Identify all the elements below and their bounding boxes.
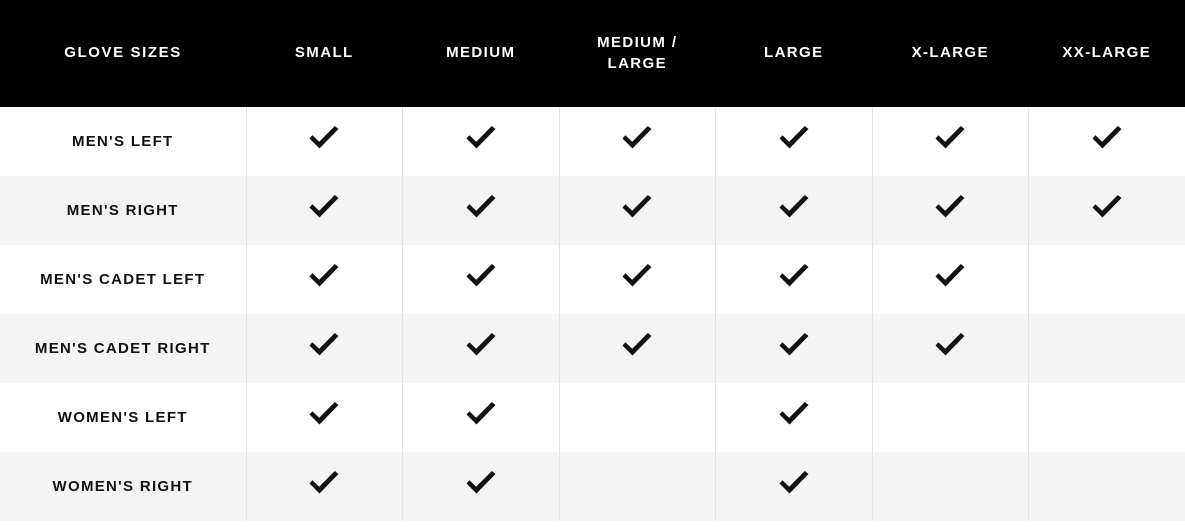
empty-marker — [873, 486, 1029, 487]
row-label: WOMEN'S RIGHT — [0, 452, 246, 521]
check-icon — [777, 333, 811, 359]
check-icon — [777, 402, 811, 428]
table-row — [0, 452, 1185, 521]
table-row — [0, 383, 1185, 452]
check-icon — [933, 333, 967, 359]
check-icon — [777, 195, 811, 221]
availability-cell-empty — [1029, 245, 1185, 314]
check-icon — [777, 471, 811, 497]
check-icon — [620, 195, 654, 221]
header-small — [246, 0, 403, 107]
availability-cell-checked — [403, 383, 560, 452]
header-large-label: LARGE — [764, 44, 824, 62]
availability-cell-checked — [403, 314, 560, 383]
availability-cell-empty — [872, 452, 1029, 521]
availability-cell-checked — [559, 314, 716, 383]
empty-marker — [873, 417, 1029, 418]
availability-cell-checked — [246, 245, 403, 314]
availability-cell-checked — [716, 245, 873, 314]
availability-cell-checked — [1029, 176, 1185, 245]
check-icon — [777, 126, 811, 152]
header-medium-label: MEDIUM — [446, 44, 516, 62]
table-row — [0, 245, 1185, 314]
availability-cell-empty — [872, 383, 1029, 452]
availability-cell-checked — [872, 314, 1029, 383]
check-icon — [933, 195, 967, 221]
availability-cell-checked — [403, 176, 560, 245]
header-large — [716, 0, 873, 107]
row-label: MEN'S CADET LEFT — [0, 245, 246, 314]
availability-cell-checked — [716, 452, 873, 521]
empty-marker — [1029, 486, 1185, 487]
empty-marker — [1029, 279, 1185, 280]
table-row — [0, 107, 1185, 176]
empty-marker — [560, 417, 716, 418]
availability-cell-empty — [1029, 314, 1185, 383]
availability-cell-checked — [246, 176, 403, 245]
availability-cell-checked — [872, 107, 1029, 176]
availability-cell-checked — [716, 314, 873, 383]
check-icon — [620, 126, 654, 152]
row-label: WOMEN'S LEFT — [0, 383, 246, 452]
check-icon — [464, 195, 498, 221]
availability-cell-checked — [403, 245, 560, 314]
check-icon — [1090, 195, 1124, 221]
availability-cell-checked — [246, 314, 403, 383]
check-icon — [620, 264, 654, 290]
availability-cell-empty — [559, 383, 716, 452]
check-icon — [307, 195, 341, 221]
row-label: MEN'S LEFT — [0, 107, 246, 176]
check-icon — [307, 471, 341, 497]
empty-marker — [560, 486, 716, 487]
header-medium-large — [559, 0, 716, 107]
check-icon — [307, 264, 341, 290]
availability-cell-checked — [716, 383, 873, 452]
header-glove-sizes: GLOVE SIZES — [0, 0, 246, 107]
table-body — [0, 107, 1185, 521]
row-label: MEN'S CADET RIGHT — [0, 314, 246, 383]
availability-cell-checked — [716, 176, 873, 245]
availability-cell-checked — [246, 383, 403, 452]
availability-cell-checked — [872, 245, 1029, 314]
check-icon — [307, 402, 341, 428]
availability-cell-checked — [559, 245, 716, 314]
header-xx-large-label: XX-LARGE — [1062, 44, 1152, 62]
check-icon — [933, 126, 967, 152]
availability-cell-empty — [1029, 452, 1185, 521]
check-icon — [464, 471, 498, 497]
availability-cell-empty — [1029, 383, 1185, 452]
empty-marker — [1029, 348, 1185, 349]
availability-cell-checked — [403, 107, 560, 176]
table-row — [0, 314, 1185, 383]
availability-cell-checked — [559, 107, 716, 176]
empty-marker — [1029, 417, 1185, 418]
row-label: MEN'S RIGHT — [0, 176, 246, 245]
availability-cell-checked — [246, 452, 403, 521]
header-row — [0, 0, 1185, 107]
availability-cell-checked — [403, 452, 560, 521]
check-icon — [933, 264, 967, 290]
check-icon — [464, 264, 498, 290]
check-icon — [307, 333, 341, 359]
check-icon — [307, 126, 341, 152]
header-small-label: SMALL — [294, 44, 354, 62]
header-medium — [403, 0, 560, 107]
availability-cell-empty — [559, 452, 716, 521]
check-icon — [1090, 126, 1124, 152]
header-xx-large — [1029, 0, 1185, 107]
table-header — [0, 0, 1185, 107]
availability-cell-checked — [246, 107, 403, 176]
header-x-large — [872, 0, 1029, 107]
table-row — [0, 176, 1185, 245]
check-icon — [464, 126, 498, 152]
availability-cell-checked — [1029, 107, 1185, 176]
availability-cell-checked — [872, 176, 1029, 245]
check-icon — [464, 333, 498, 359]
check-icon — [464, 402, 498, 428]
availability-cell-checked — [716, 107, 873, 176]
check-icon — [620, 333, 654, 359]
check-icon — [777, 264, 811, 290]
header-x-large-label: X-LARGE — [911, 44, 989, 62]
availability-cell-checked — [559, 176, 716, 245]
header-medium-large-label: MEDIUM / LARGE — [597, 34, 678, 72]
